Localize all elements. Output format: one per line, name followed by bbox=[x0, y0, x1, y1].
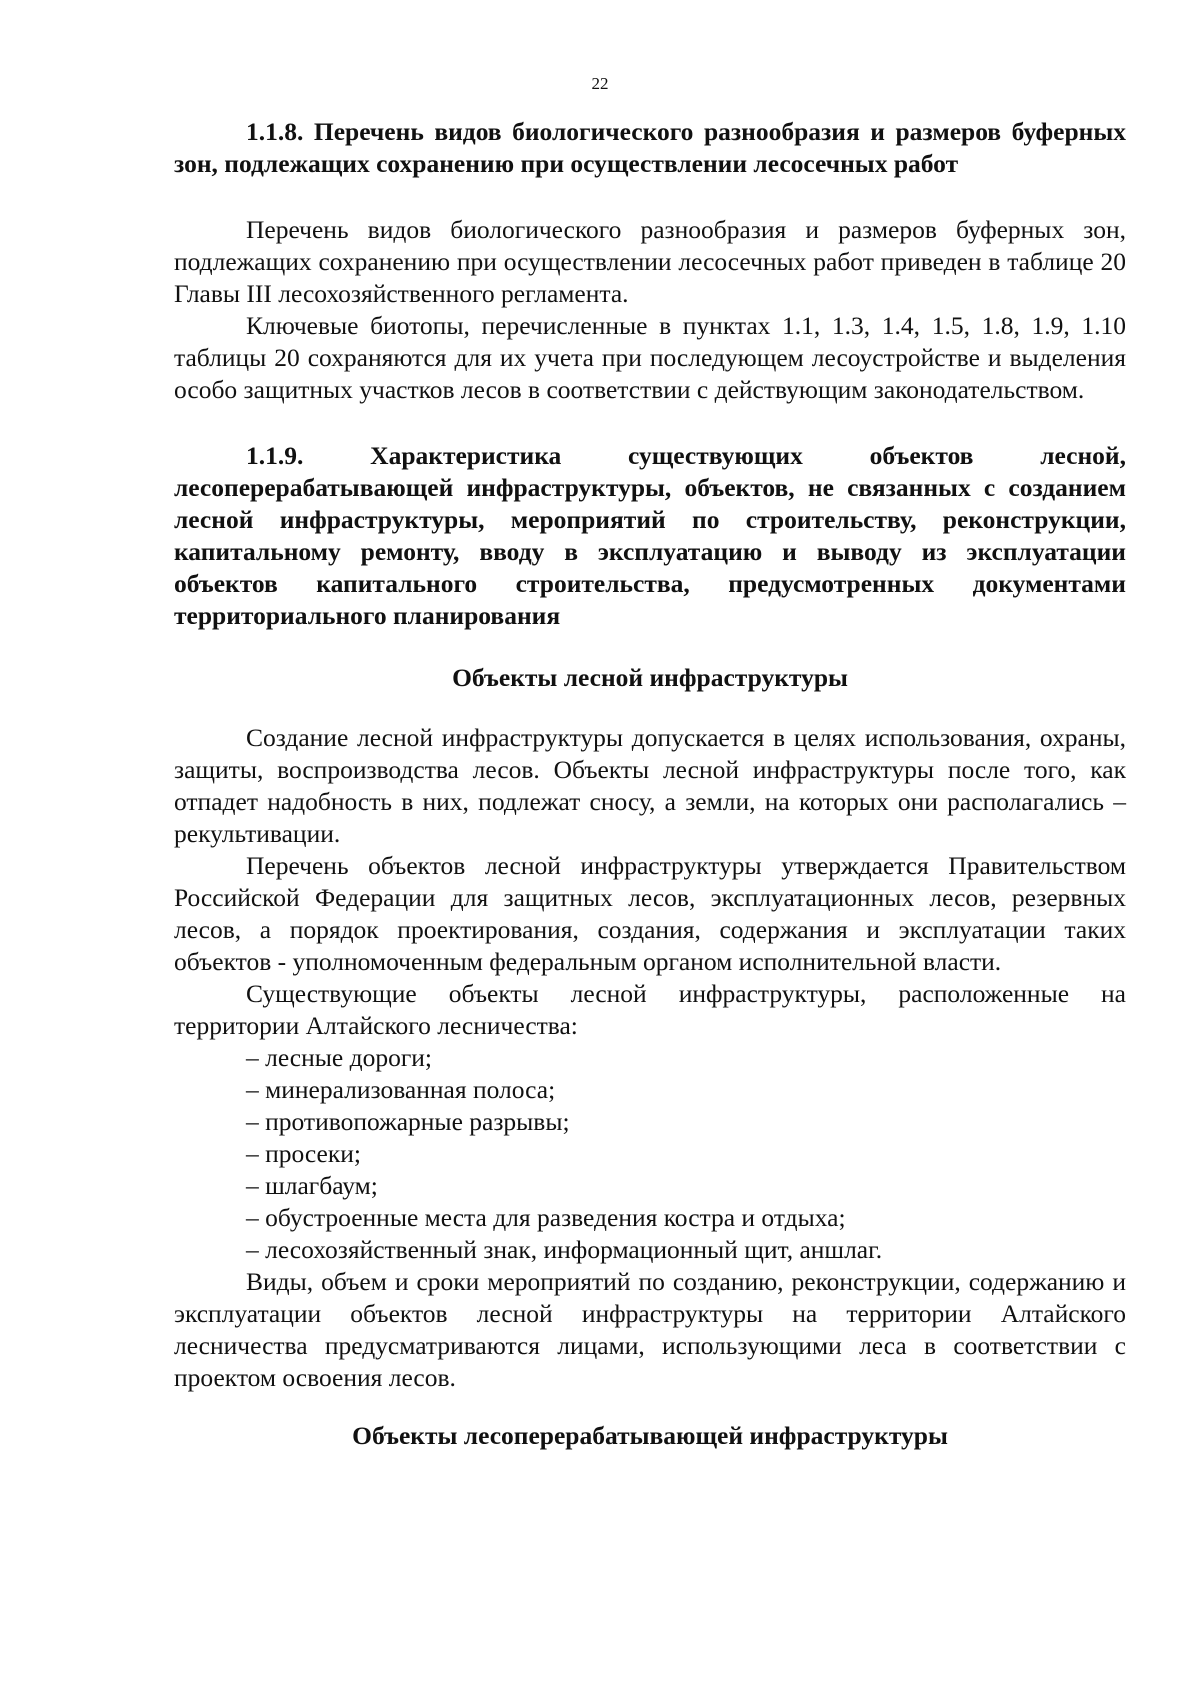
list-item: – шлагбаум; bbox=[246, 1171, 378, 1200]
paragraph: Перечень объектов лесной инфраструктуры утверждается Правительством Российской Федерации для защитных лесов, эксплуатационных лесов, резервных лесов, а порядок проектирования, создания, содержания и эксплуатации таких объектов - уполномоченным федеральным органом исполнительной власти. bbox=[174, 851, 1126, 976]
subsection-title-processing-infrastructure: Объекты лесоперерабатывающей инфраструктуры bbox=[352, 1421, 948, 1450]
spacer bbox=[174, 406, 1126, 440]
spacer bbox=[174, 180, 1126, 214]
page-number: 22 bbox=[591, 74, 609, 93]
paragraph: Создание лесной инфраструктуры допускается в целях использования, охраны, защиты, воспроизводства лесов. Объекты лесной инфраструктуры после того, как отпадет надобность в них, подлежат сносу, а земли, на которых они располагались – рекультивации. bbox=[174, 723, 1126, 848]
paragraph: Виды, объем и сроки мероприятий по созданию, реконструкции, содержанию и эксплуатации объектов лесной инфраструктуры на территории Алтайского лесничества предусматриваются лицами, использующими леса в соответствии с проектом освоения лесов. bbox=[174, 1267, 1126, 1392]
spacer bbox=[174, 1394, 1126, 1420]
list-item: – лесные дороги; bbox=[246, 1043, 433, 1072]
list-item: – противопожарные разрывы; bbox=[246, 1107, 570, 1136]
list-item: – минерализованная полоса; bbox=[246, 1075, 556, 1104]
paragraph: Перечень видов биологического разнообразия и размеров буферных зон, подлежащих сохранению при осуществлении лесосечных работ приведен в таблице 20 Главы III лесохозяйственного регламента. bbox=[174, 215, 1126, 308]
infrastructure-list bbox=[174, 1042, 1126, 1266]
section-heading-1-1-8: 1.1.8. Перечень видов биологического разнообразия и размеров буферных зон, подлежащих сохранению при осуществлении лесосечных работ bbox=[174, 117, 1126, 178]
paragraph: Существующие объекты лесной инфраструктуры, расположенные на территории Алтайского лесничества: bbox=[174, 979, 1126, 1040]
page-content bbox=[174, 116, 1126, 1452]
list-item: – обустроенные места для разведения костра и отдыха; bbox=[246, 1203, 846, 1232]
section-heading-1-1-9: 1.1.9. Характеристика существующих объектов лесной, лесоперерабатывающей инфраструктуры, объектов, не связанных с созданием лесной инфраструктуры, мероприятий по строительству, реконструкции, капитальному ремонту, вводу в эксплуатацию и выводу из эксплуатации объектов капитального строительства, предусмотренных документами территориального планирования bbox=[174, 441, 1126, 630]
spacer bbox=[174, 694, 1126, 722]
list-item: – просеки; bbox=[246, 1139, 361, 1168]
subsection-title-forest-infrastructure: Объекты лесной инфраструктуры bbox=[452, 663, 848, 692]
list-item: – лесохозяйственный знак, информационный щит, аншлаг. bbox=[246, 1235, 883, 1264]
paragraph: Ключевые биотопы, перечисленные в пунктах 1.1, 1.3, 1.4, 1.5, 1.8, 1.9, 1.10 таблицы 20 сохраняются для их учета при последующем лесоустройстве и выделения особо защитных участков лесов в соответствии с действующим законодательством. bbox=[174, 311, 1126, 404]
spacer bbox=[174, 632, 1126, 662]
